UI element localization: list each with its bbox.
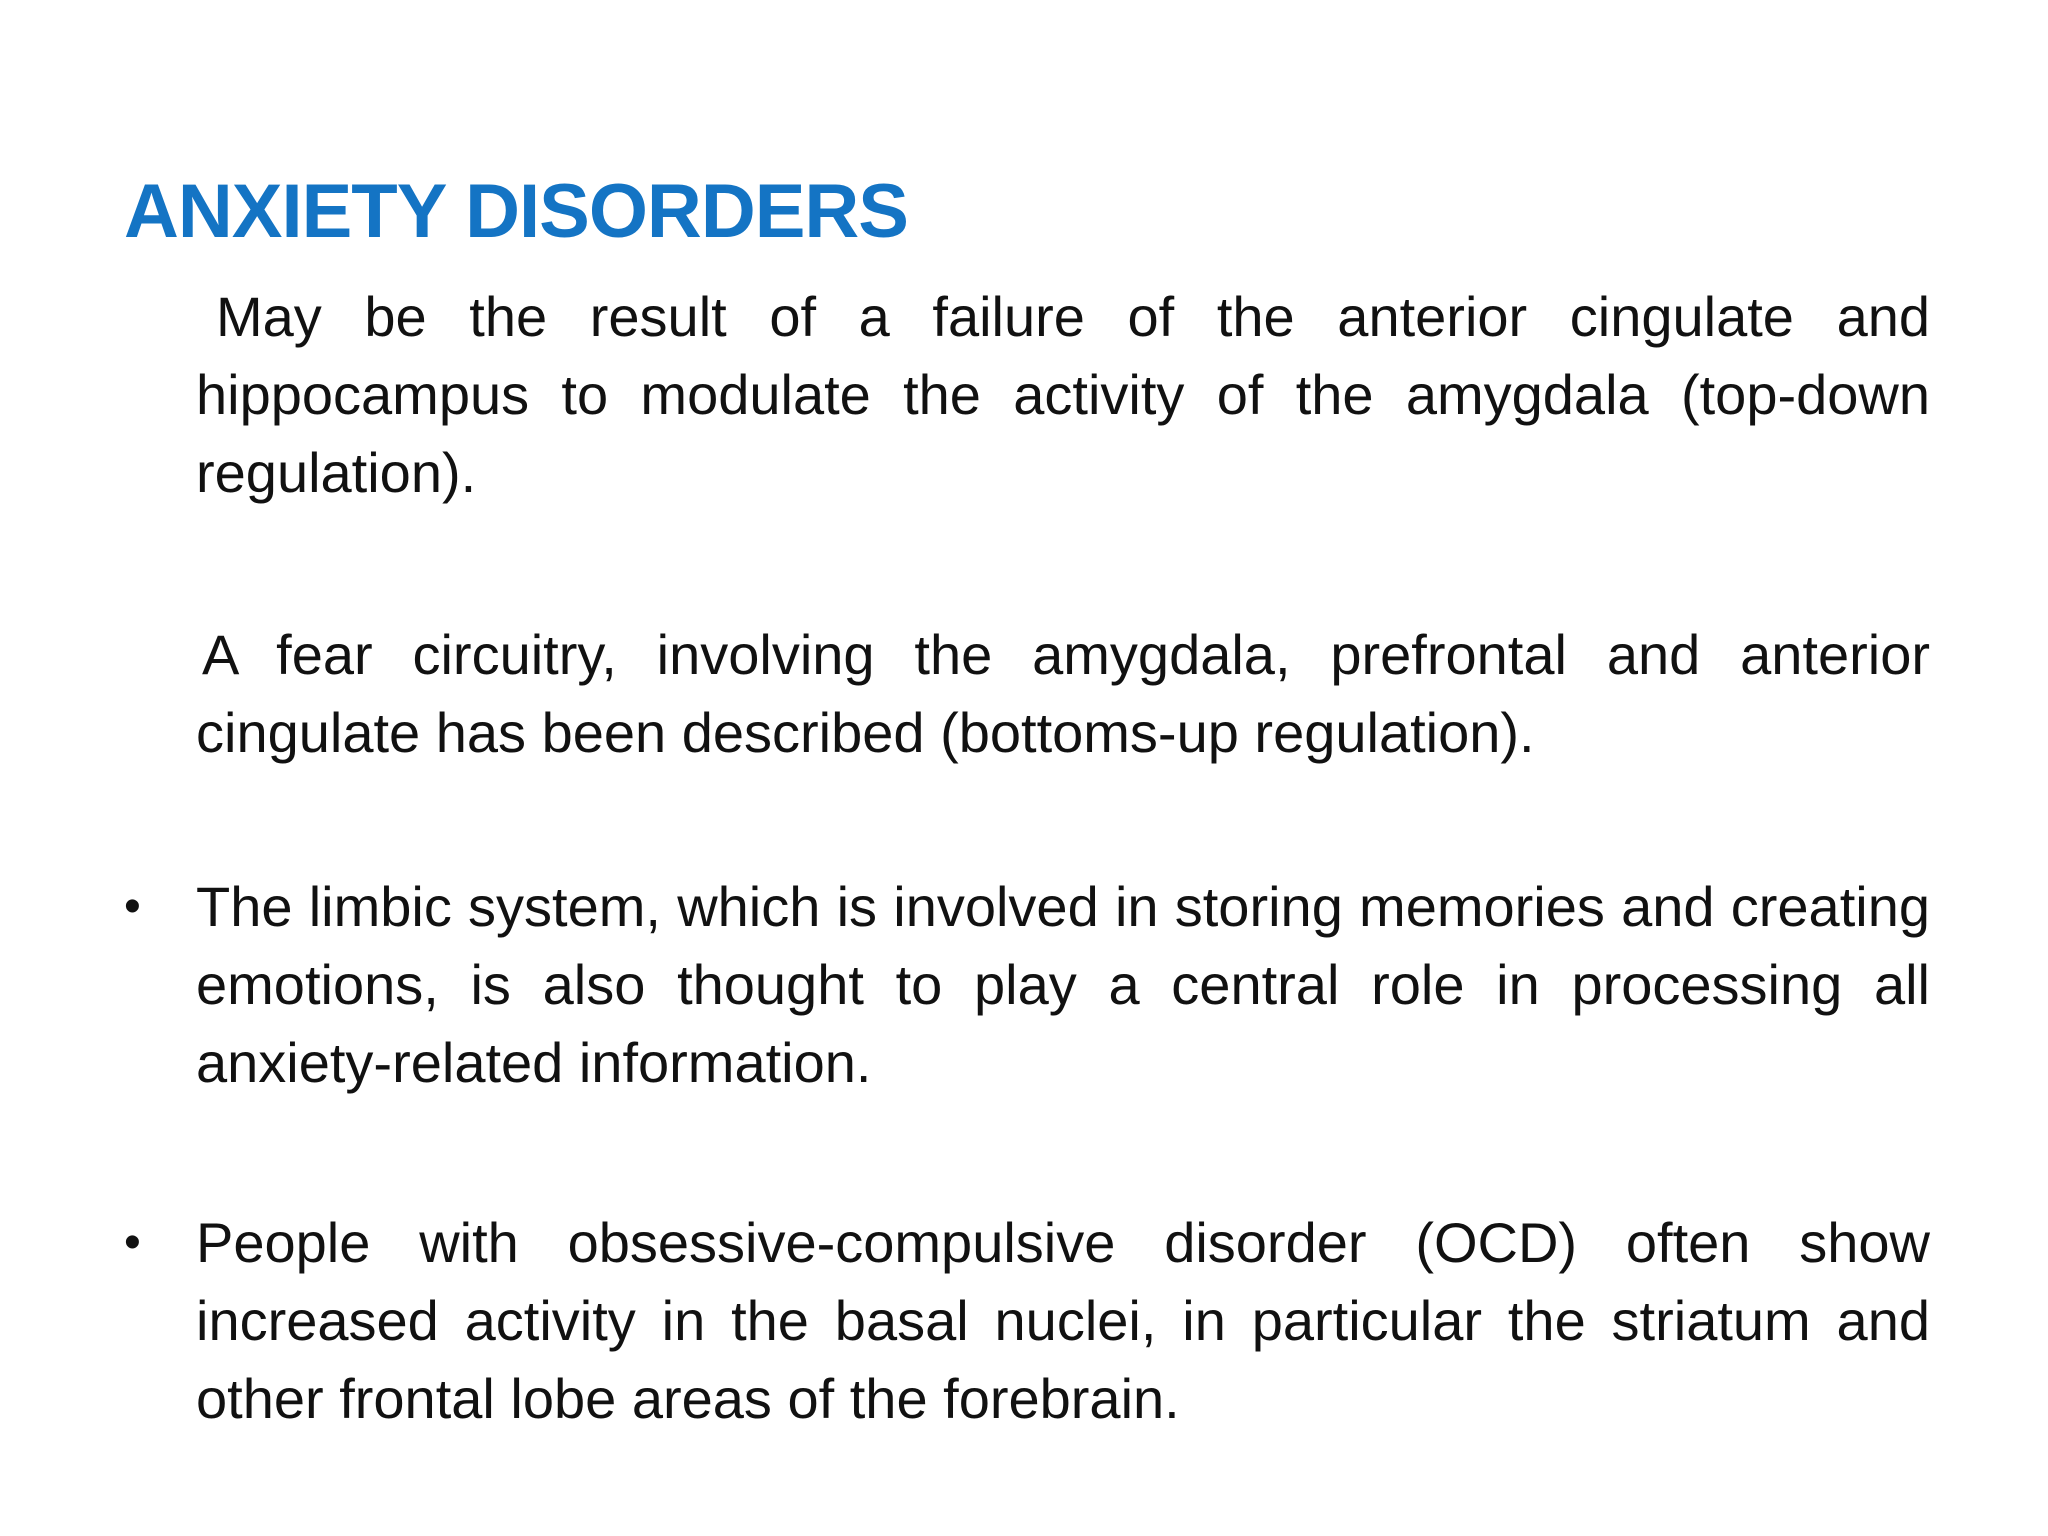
paragraph-top-down-regulation <box>124 278 1930 512</box>
bullet-item-limbic-system <box>124 868 1930 1102</box>
paragraph-text: May be the result of a failure of the anterior cingulate and hippocampus to modulate the activity of the amygdala (top-down regulation). <box>196 285 1930 504</box>
bullet-text: People with obsessive-compulsive disorder (OCD) often show increased activity in the basal nuclei, in particular the striatum and other frontal lobe areas of the forebrain. <box>196 1211 1930 1430</box>
bullet-text: The limbic system, which is involved in storing memories and creating emotions, is also thought to play a central role in processing all anxiety-related information. <box>196 875 1930 1094</box>
paragraph-text: A fear circuitry, involving the amygdala, prefrontal and anterior cingulate has been described (bottoms-up regulation). <box>196 623 1930 764</box>
paragraph-bottoms-up-regulation <box>124 616 1930 772</box>
bullet-item-ocd <box>124 1204 1930 1438</box>
bullet-icon: • <box>124 880 141 933</box>
slide-title: ANXIETY DISORDERS <box>124 169 908 254</box>
bullet-icon: • <box>124 1216 141 1269</box>
slide-body <box>124 278 1930 1438</box>
